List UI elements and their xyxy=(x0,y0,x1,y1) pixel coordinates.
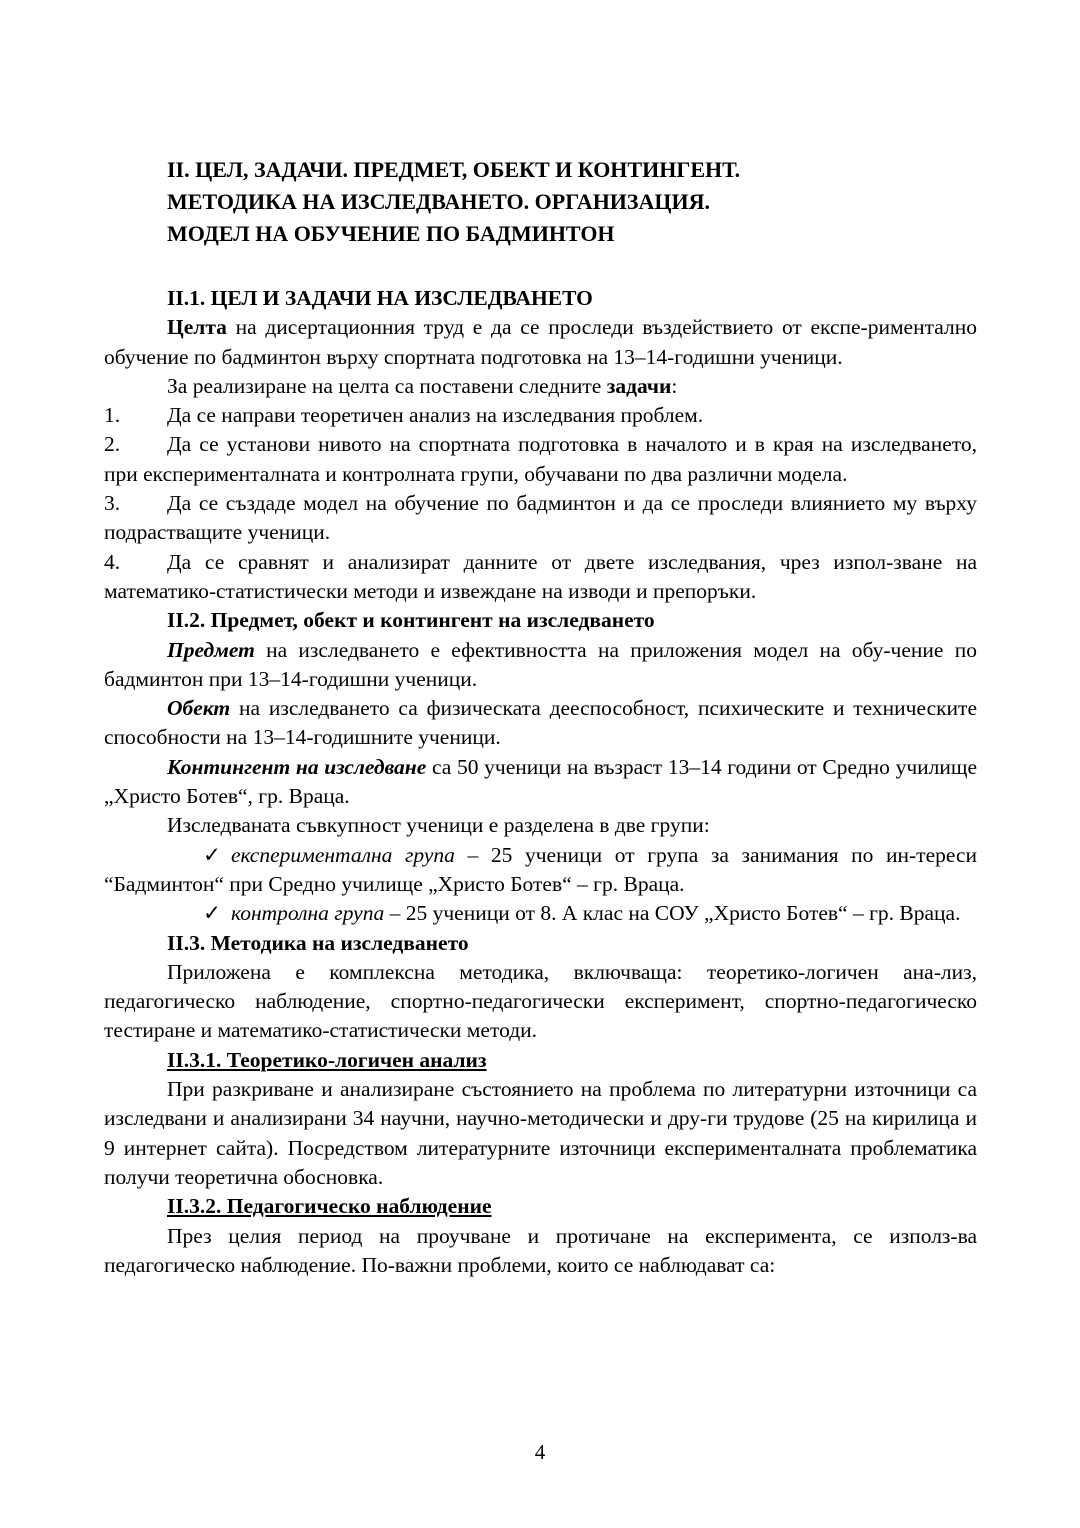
subject-term: Предмет xyxy=(167,637,255,662)
tasks-intro-text: За реализиране на целта са поставени следните xyxy=(167,373,607,398)
section-heading-3-1 xyxy=(104,1046,977,1075)
chapter-title xyxy=(104,154,977,250)
contingent-paragraph xyxy=(104,753,977,812)
group-label: контролна група xyxy=(231,901,385,926)
goal-text: на дисертационния труд е да се проследи въздействието от експе-риментално обучение по бадминтон върху спортната подготовка на 13–14-годишни ученици. xyxy=(104,315,977,369)
group-label: експериментална група xyxy=(231,842,455,867)
tasks-intro xyxy=(104,372,977,401)
document-page xyxy=(104,154,977,1280)
task-item xyxy=(104,489,977,548)
task-text: Да се направи теоретичен анализ на изследвания проблем. xyxy=(167,403,704,428)
task-item xyxy=(104,401,977,430)
checkmark-icon: ✓ xyxy=(202,842,221,867)
task-text: Да се създаде модел на обучение по бадминтон и да се проследи влиянието му върху подрастващите ученици. xyxy=(104,491,977,545)
section-heading-3: II.3. Методика на изследването xyxy=(167,930,469,955)
group-item xyxy=(104,899,977,928)
subject-paragraph xyxy=(104,636,977,695)
task-item xyxy=(104,430,977,489)
chapter-title-line-2: МЕТОДИКА НА ИЗСЛЕДВАНЕТО. ОРГАНИЗАЦИЯ. xyxy=(167,189,711,214)
tasks-term: задачи xyxy=(606,373,672,398)
section-heading-3-2 xyxy=(104,1192,977,1221)
methodology-paragraph: Приложена е комплексна методика, включваща: теоретико-логичен ана-лиз, педагогическо наблюдение, спортно-педагогически експеримент, спортно-педагогическо тестиране и математико-статистически методи. xyxy=(104,959,977,1043)
analysis-paragraph: При разкриване и анализиране състоянието на проблема по литературни източници са изследвани и анализирани 34 научни, научно-методически и дру-ги трудове (25 на кирилица и 9 интернет сайта). Посредством литературните източници експерименталната проблематика получи теоретична обосновка. xyxy=(104,1077,977,1189)
task-number: 4. xyxy=(104,549,121,574)
section-heading-3-2-text: II.3.2. Педагогическо наблюдение xyxy=(167,1194,492,1219)
subject-text: на изследването е ефективността на приложения модел на обу-чение по бадминтон при 13–14-годишни ученици. xyxy=(104,637,977,691)
object-paragraph xyxy=(104,694,977,753)
group-text: – 25 ученици от група за занимания по ин-тереси “Бадминтон“ при Средно училище „Христо Ботев“ – гр. Враца. xyxy=(104,842,977,896)
task-text: Да се сравнят и анализират данните от двете изследвания, чрез изпол-зване на математико-статистически методи и извеждане на изводи и препоръки. xyxy=(104,549,977,603)
task-number: 1. xyxy=(104,403,121,428)
goal-paragraph xyxy=(104,313,977,372)
task-number: 3. xyxy=(104,491,121,516)
task-number: 2. xyxy=(104,432,121,457)
contingent-term: Контингент на изследване xyxy=(167,754,427,779)
object-text: на изследването са физическата дееспособност, психическите и техническите способности на 13–14-годишните ученици. xyxy=(104,696,977,750)
chapter-title-line-1: II. ЦЕЛ, ЗАДАЧИ. ПРЕДМЕТ, ОБЕКТ И КОНТИНГЕНТ. xyxy=(167,157,741,182)
task-item xyxy=(104,548,977,607)
groups-intro: Изследваната съвкупност ученици е разделена в две групи: xyxy=(167,813,710,838)
contingent-text: са 50 ученици на възраст 13–14 години от Средно училище „Христо Ботев“, гр. Враца. xyxy=(104,754,978,809)
page-number: 4 xyxy=(534,1440,546,1464)
section-heading-1: II.1. ЦЕЛ И ЗАДАЧИ НА ИЗСЛЕДВАНЕТО xyxy=(167,286,593,310)
checkmark-icon: ✓ xyxy=(202,901,221,926)
object-term: Обект xyxy=(167,696,231,721)
section-heading-2: II.2. Предмет, обект и контингент на изследването xyxy=(167,608,655,633)
section-heading-3-1-text: II.3.1. Теоретико-логичен анализ xyxy=(167,1047,487,1072)
group-item xyxy=(104,841,977,900)
group-text: – 25 ученици от 8. А клас на СОУ „Христо Ботев“ – гр. Враца. xyxy=(384,901,961,926)
observation-paragraph: През целия период на проучване и протичане на експеримента, се използ-ва педагогическо наблюдение. По-важни проблеми, които се наблюдават са: xyxy=(104,1223,977,1277)
task-text: Да се установи нивото на спортната подготовка в началото и в края на изследването, при експерименталната и контролната групи, обучавани по два различни модела. xyxy=(104,432,977,486)
tasks-intro-colon: : xyxy=(671,373,678,398)
goal-term: Целта xyxy=(167,315,227,340)
chapter-title-line-3: МОДЕЛ НА ОБУЧЕНИЕ ПО БАДМИНТОН xyxy=(167,221,615,246)
